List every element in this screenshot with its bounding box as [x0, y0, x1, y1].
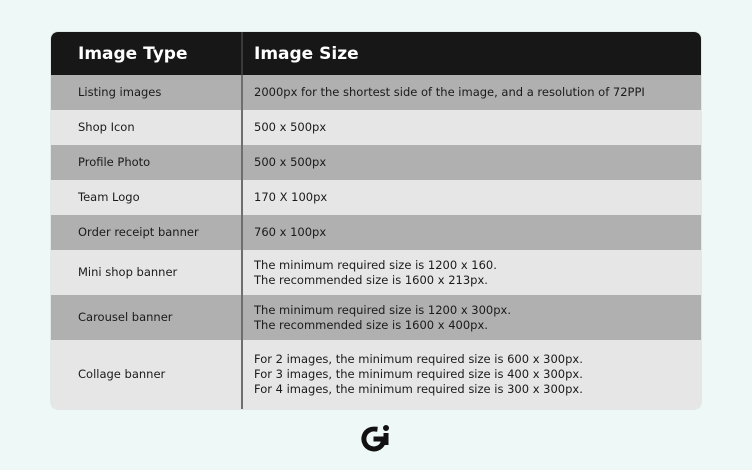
- table-row: [51, 110, 701, 145]
- table-row: [51, 295, 701, 340]
- image-size-line: The recommended size is 1600 x 213px.: [254, 272, 488, 287]
- image-size-cell: [243, 340, 701, 409]
- image-type-cell: Mini shop banner: [78, 265, 178, 279]
- image-size-line: The recommended size is 1600 x 400px.: [254, 317, 488, 332]
- table-header-row: [51, 32, 701, 75]
- column-header-image-type: Image Type: [78, 43, 188, 64]
- image-size-table: [51, 32, 701, 409]
- table-row: [51, 145, 701, 180]
- image-size-line: The minimum required size is 1200 x 160.: [254, 257, 497, 272]
- table-row: [51, 250, 701, 295]
- image-size-cell: [243, 295, 701, 340]
- image-size-line: The minimum required size is 1200 x 300px.: [254, 302, 512, 317]
- image-size-cell: [243, 75, 701, 110]
- table-row: [51, 180, 701, 215]
- image-size-cell: [243, 250, 701, 295]
- table-row: [51, 75, 701, 110]
- image-size-cell: [243, 215, 701, 250]
- image-type-cell: Collage banner: [78, 367, 166, 381]
- image-type-cell: Order receipt banner: [78, 225, 199, 239]
- image-type-cell: Listing images: [78, 85, 162, 99]
- image-type-cell: Carousel banner: [78, 310, 173, 324]
- image-size-cell: [243, 180, 701, 215]
- image-size-line: 500 x 500px: [254, 155, 327, 169]
- table-row: [51, 215, 701, 250]
- image-size-line: For 2 images, the minimum required size is 600 x 300px.: [254, 352, 583, 366]
- image-size-line: For 3 images, the minimum required size is 400 x 300px.: [254, 367, 583, 381]
- image-type-cell: Team Logo: [78, 190, 140, 204]
- image-size-line: 760 x 100px: [254, 225, 327, 239]
- image-type-cell: Profile Photo: [78, 155, 151, 169]
- image-size-line: 500 x 500px: [254, 120, 327, 134]
- brand-logo-icon: [359, 423, 393, 455]
- column-header-image-size: Image Size: [254, 43, 359, 64]
- image-size-cell: [243, 145, 701, 180]
- image-size-line: 2000px for the shortest side of the image, and a resolution of 72PPI: [254, 85, 645, 99]
- table-row: [51, 340, 701, 409]
- image-size-line: For 4 images, the minimum required size is 300 x 300px.: [254, 382, 583, 396]
- image-size-line: 170 X 100px: [254, 190, 328, 204]
- image-type-cell: Shop Icon: [78, 120, 135, 134]
- image-size-cell: [243, 110, 701, 145]
